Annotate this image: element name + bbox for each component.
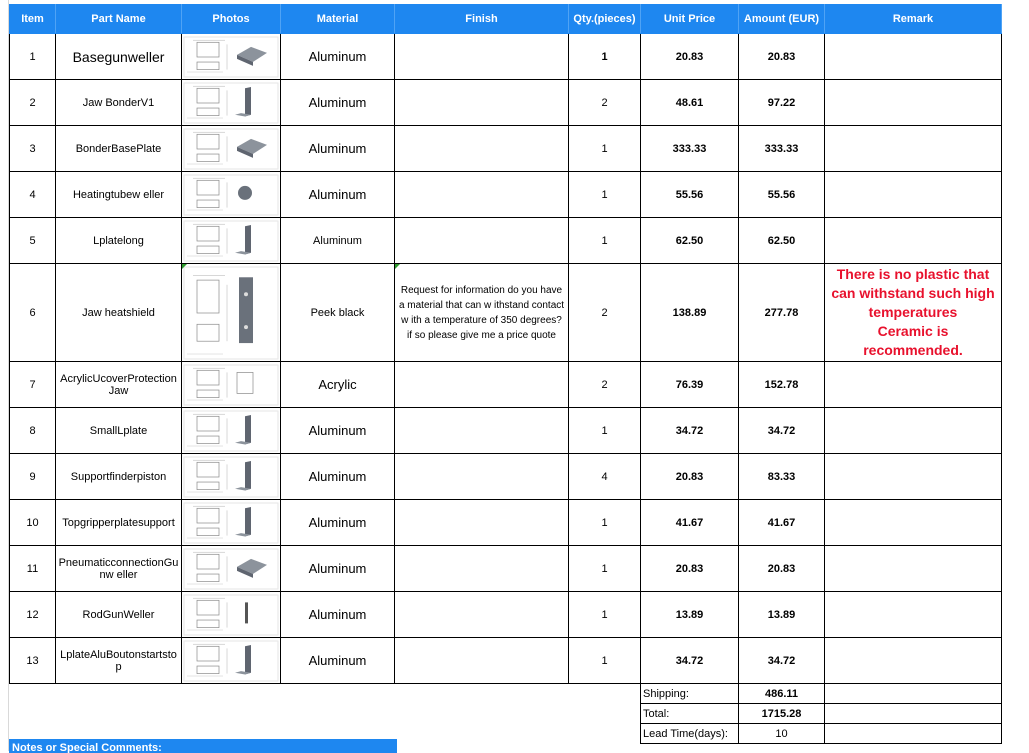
finish-cell[interactable]	[395, 408, 569, 454]
part-drawing-thumbnail	[183, 456, 279, 498]
unit-price-cell[interactable]: 333.33	[641, 126, 739, 172]
material-cell[interactable]: Aluminum	[281, 454, 395, 500]
remark-cell[interactable]	[825, 454, 1002, 500]
part-name-cell[interactable]: Basegunweller	[56, 34, 182, 80]
part-drawing-thumbnail	[183, 220, 279, 262]
part-drawing-thumbnail	[183, 548, 279, 590]
material-cell[interactable]: Aluminum	[281, 172, 395, 218]
material-cell[interactable]: Aluminum	[281, 638, 395, 684]
part-drawing-thumbnail	[183, 82, 279, 124]
remark-cell[interactable]	[825, 546, 1002, 592]
finish-cell[interactable]	[395, 638, 569, 684]
amount-cell[interactable]: 34.72	[739, 408, 825, 454]
material-cell[interactable]: Aluminum	[281, 126, 395, 172]
part-name-cell[interactable]: AcrylicUcoverProtection Jaw	[56, 362, 182, 408]
photo-cell[interactable]	[182, 172, 281, 218]
table-row	[10, 264, 1002, 362]
remark-line: Ceramic is recommended.	[863, 323, 963, 358]
unit-price-cell[interactable]: 55.56	[641, 172, 739, 218]
item-cell[interactable]: 3	[10, 126, 56, 172]
table-row	[10, 454, 1002, 500]
amount-cell[interactable]: 62.50	[739, 218, 825, 264]
quote-table	[9, 4, 1002, 744]
table-row	[10, 592, 1002, 638]
material-cell[interactable]: Acrylic	[281, 362, 395, 408]
qty-cell[interactable]: 1	[569, 546, 641, 592]
qty-cell[interactable]: 4	[569, 454, 641, 500]
item-cell[interactable]: 10	[10, 500, 56, 546]
material-cell[interactable]: Aluminum	[281, 546, 395, 592]
amount-cell[interactable]: 13.89	[739, 592, 825, 638]
remark-cell[interactable]	[825, 172, 1002, 218]
unit-price-cell[interactable]: 20.83	[641, 34, 739, 80]
part-drawing-thumbnail	[183, 640, 279, 682]
photo-cell[interactable]	[182, 500, 281, 546]
table-row	[10, 218, 1002, 264]
part-name-cell[interactable]: Lplatelong	[56, 218, 182, 264]
part-name-cell[interactable]: Jaw BonderV1	[56, 80, 182, 126]
part-name-cell[interactable]: Heatingtubew eller	[56, 172, 182, 218]
header-part-name[interactable]: Part Name	[56, 5, 182, 34]
amount-cell[interactable]: 97.22	[739, 80, 825, 126]
header-unit-price[interactable]: Unit Price	[641, 5, 739, 34]
finish-cell[interactable]	[395, 362, 569, 408]
photo-cell[interactable]	[182, 592, 281, 638]
summary-section	[10, 684, 1002, 744]
shipping-remark[interactable]	[825, 684, 1002, 704]
part-drawing-thumbnail	[183, 364, 279, 406]
table-row	[10, 500, 1002, 546]
amount-cell[interactable]: 34.72	[739, 638, 825, 684]
photo-cell[interactable]	[182, 638, 281, 684]
lead-time-value[interactable]: 10	[739, 724, 825, 744]
part-name-cell[interactable]: BonderBasePlate	[56, 126, 182, 172]
amount-cell[interactable]: 83.33	[739, 454, 825, 500]
table-row	[10, 546, 1002, 592]
part-drawing-thumbnail	[183, 594, 279, 636]
qty-cell[interactable]: 1	[569, 592, 641, 638]
finish-cell[interactable]	[395, 172, 569, 218]
header-qty[interactable]: Qty.(pieces)	[569, 5, 641, 34]
finish-cell[interactable]	[395, 592, 569, 638]
item-cell[interactable]: 12	[10, 592, 56, 638]
qty-cell[interactable]: 1	[569, 126, 641, 172]
part-name-cell[interactable]: SmallLplate	[56, 408, 182, 454]
part-drawing-thumbnail	[183, 502, 279, 544]
table-row	[10, 126, 1002, 172]
unit-price-cell[interactable]: 41.67	[641, 500, 739, 546]
unit-price-cell[interactable]: 34.72	[641, 408, 739, 454]
lead-time-label[interactable]: Lead Time(days):	[641, 724, 739, 744]
finish-cell[interactable]	[395, 500, 569, 546]
material-cell[interactable]: Aluminum	[281, 80, 395, 126]
shipping-label[interactable]: Shipping:	[641, 684, 739, 704]
item-cell[interactable]: 8	[10, 408, 56, 454]
unit-price-cell[interactable]: 76.39	[641, 362, 739, 408]
part-drawing-thumbnail	[183, 128, 279, 170]
qty-cell[interactable]: 2	[569, 362, 641, 408]
qty-cell[interactable]: 2	[569, 264, 641, 362]
unit-price-cell[interactable]: 20.83	[641, 546, 739, 592]
material-cell[interactable]: Aluminum	[281, 34, 395, 80]
qty-cell[interactable]: 1	[569, 172, 641, 218]
table-row	[10, 172, 1002, 218]
amount-cell[interactable]: 55.56	[739, 172, 825, 218]
qty-cell[interactable]: 1	[569, 500, 641, 546]
finish-cell[interactable]	[395, 80, 569, 126]
table-row	[10, 638, 1002, 684]
header-finish[interactable]: Finish	[395, 5, 569, 34]
amount-cell[interactable]: 20.83	[739, 34, 825, 80]
unit-price-cell[interactable]: 34.72	[641, 638, 739, 684]
material-cell[interactable]: Aluminum	[281, 218, 395, 264]
finish-cell[interactable]	[395, 218, 569, 264]
part-name-cell[interactable]: RodGunWeller	[56, 592, 182, 638]
remark-cell[interactable]	[825, 218, 1002, 264]
photo-cell[interactable]	[182, 362, 281, 408]
remark-cell[interactable]	[825, 34, 1002, 80]
comment-indicator-icon	[182, 264, 187, 269]
item-cell[interactable]: 2	[10, 80, 56, 126]
part-name-cell[interactable]: LplateAluBoutonstartsto p	[56, 638, 182, 684]
qty-cell[interactable]: 2	[569, 80, 641, 126]
finish-cell[interactable]	[395, 34, 569, 80]
remark-cell[interactable]	[825, 126, 1002, 172]
row-header-strip	[0, 0, 9, 751]
item-cell[interactable]: 6	[10, 264, 56, 362]
table-row	[10, 408, 1002, 454]
item-cell[interactable]: 13	[10, 638, 56, 684]
photo-cell[interactable]	[182, 546, 281, 592]
table-row	[10, 80, 1002, 126]
part-name-cell[interactable]: Jaw heatshield	[56, 264, 182, 362]
unit-price-cell[interactable]: 138.89	[641, 264, 739, 362]
material-cell[interactable]: Aluminum	[281, 408, 395, 454]
finish-text: Request for information do you have a material that can w ithstand contact w ith a temperature of 350 degrees? if so please give me a price quote	[398, 284, 565, 341]
item-cell[interactable]: 9	[10, 454, 56, 500]
material-cell[interactable]: Aluminum	[281, 592, 395, 638]
summary-spacer	[10, 704, 641, 724]
item-cell[interactable]: 1	[10, 34, 56, 80]
photo-cell[interactable]	[182, 34, 281, 80]
amount-cell[interactable]: 277.78	[739, 264, 825, 362]
remark-cell[interactable]	[825, 362, 1002, 408]
header-photos[interactable]: Photos	[182, 5, 281, 34]
remark-cell[interactable]	[825, 408, 1002, 454]
finish-cell[interactable]	[395, 126, 569, 172]
remark-cell[interactable]	[825, 638, 1002, 684]
header-row	[10, 5, 1002, 34]
amount-cell[interactable]: 20.83	[739, 546, 825, 592]
item-cell[interactable]: 7	[10, 362, 56, 408]
table-row	[10, 34, 1002, 80]
part-name-cell[interactable]: Topgripperplatesupport	[56, 500, 182, 546]
total-label[interactable]: Total:	[641, 704, 739, 724]
material-cell[interactable]: Aluminum	[281, 500, 395, 546]
comment-indicator-icon	[395, 264, 400, 269]
item-cell[interactable]: 5	[10, 218, 56, 264]
shipping-value[interactable]: 486.11	[739, 684, 825, 704]
photo-cell[interactable]	[182, 408, 281, 454]
photo-cell[interactable]	[182, 126, 281, 172]
notes-header: Notes or Special Comments:	[9, 739, 397, 753]
part-drawing-thumbnail	[183, 266, 279, 360]
header-amount[interactable]: Amount (EUR)	[739, 5, 825, 34]
qty-cell[interactable]: 1	[569, 408, 641, 454]
amount-cell[interactable]: 41.67	[739, 500, 825, 546]
photo-cell[interactable]	[182, 454, 281, 500]
header-remark[interactable]: Remark	[825, 5, 1002, 34]
unit-price-cell[interactable]: 62.50	[641, 218, 739, 264]
part-drawing-thumbnail	[183, 36, 279, 78]
finish-cell[interactable]	[395, 454, 569, 500]
item-cell[interactable]: 11	[10, 546, 56, 592]
summary-shipping-row	[10, 684, 1002, 704]
unit-price-cell[interactable]: 20.83	[641, 454, 739, 500]
qty-cell[interactable]: 1	[569, 34, 641, 80]
amount-cell[interactable]: 333.33	[739, 126, 825, 172]
header-material[interactable]: Material	[281, 5, 395, 34]
remark-cell[interactable]	[825, 264, 1002, 362]
part-drawing-thumbnail	[183, 410, 279, 452]
remark-cell[interactable]	[825, 80, 1002, 126]
qty-cell[interactable]: 1	[569, 638, 641, 684]
finish-cell[interactable]	[395, 264, 569, 362]
amount-cell[interactable]: 152.78	[739, 362, 825, 408]
remark-line: There is no plastic that can withstand such high temperatures	[831, 266, 995, 320]
photo-cell[interactable]	[182, 218, 281, 264]
item-cell[interactable]: 4	[10, 172, 56, 218]
part-name-cell[interactable]: PneumaticconnectionGu nw eller	[56, 546, 182, 592]
qty-cell[interactable]: 1	[569, 218, 641, 264]
photo-cell[interactable]	[182, 264, 281, 362]
material-cell[interactable]: Peek black	[281, 264, 395, 362]
part-drawing-thumbnail	[183, 174, 279, 216]
remark-cell[interactable]	[825, 500, 1002, 546]
total-remark[interactable]	[825, 704, 1002, 724]
part-name-cell[interactable]: Supportfinderpiston	[56, 454, 182, 500]
photo-cell[interactable]	[182, 80, 281, 126]
unit-price-cell[interactable]: 13.89	[641, 592, 739, 638]
table-row	[10, 362, 1002, 408]
lead-time-remark[interactable]	[825, 724, 1002, 744]
header-item[interactable]: Item	[10, 5, 56, 34]
unit-price-cell[interactable]: 48.61	[641, 80, 739, 126]
finish-cell[interactable]	[395, 546, 569, 592]
total-value[interactable]: 1715.28	[739, 704, 825, 724]
summary-spacer	[10, 684, 641, 704]
remark-cell[interactable]	[825, 592, 1002, 638]
summary-total-row	[10, 704, 1002, 724]
